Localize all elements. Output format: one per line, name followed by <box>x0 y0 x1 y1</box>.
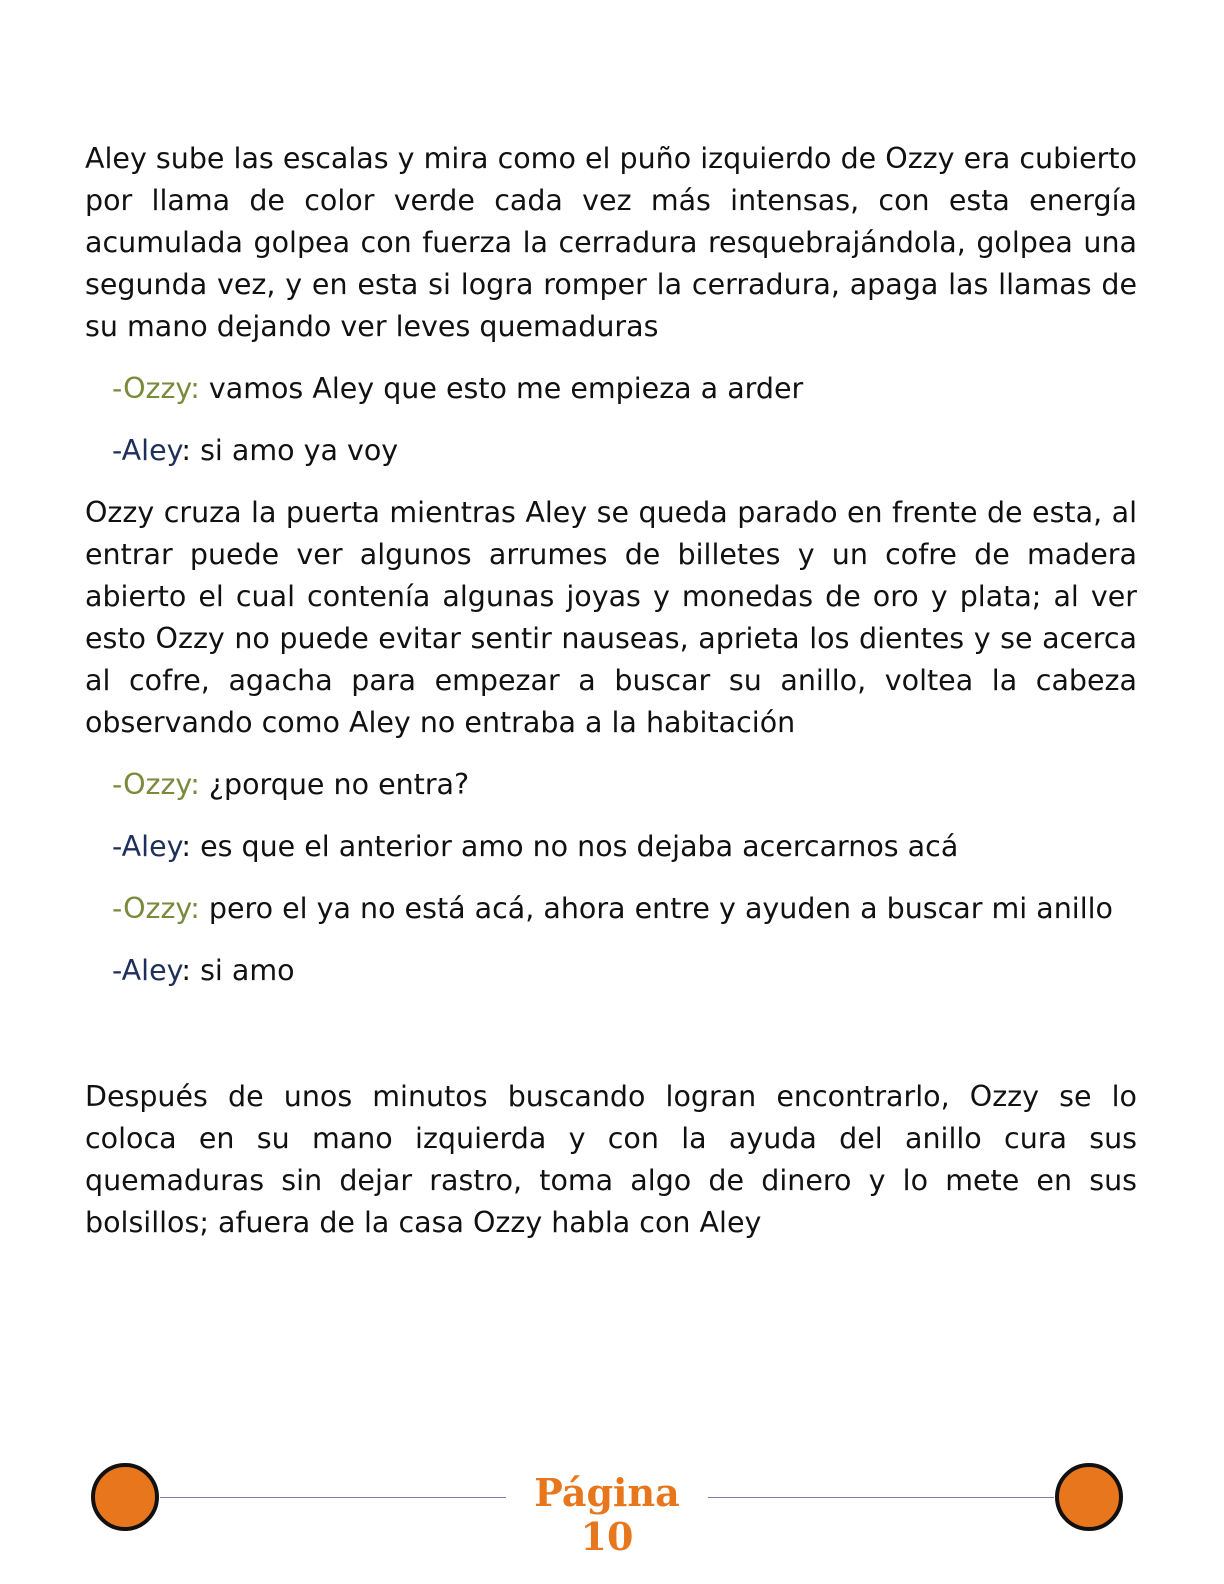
dialogue-text: : si amo ya voy <box>181 434 399 467</box>
dialogue-line <box>85 888 1137 930</box>
footer-divider <box>160 1497 506 1498</box>
narrative-paragraph: Ozzy cruza la puerta mientras Aley se queda parado en frente de esta, al entrar puede ver algunos arrumes de billetes y un cofre de madera abierto el cual contenía algunas joyas y monedas de oro y plata; al ver esto Ozzy no puede evitar sentir nauseas, aprieta los dientes y se acerca al cofre, agacha para empezar a buscar su anillo, voltea la cabeza observando como Aley no entraba a la habitación <box>85 496 1137 739</box>
speaker-aley: -Aley <box>112 954 182 987</box>
page-body <box>85 138 1137 1244</box>
narrative-paragraph: Aley sube las escalas y mira como el puño izquierdo de Ozzy era cubierto por llama de color verde cada vez más intensas, con esta energía acumulada golpea con fuerza la cerradura resquebrajándola, golpea una segunda vez, y en esta si logra romper la cerradura, apaga las llamas de su mano dejando ver leves quemaduras <box>85 142 1137 343</box>
speaker-ozzy: -Ozzy: <box>112 892 200 925</box>
dialogue-text: pero el ya no está acá, ahora entre y ayuden a buscar mi anillo <box>199 892 1113 925</box>
footer-divider <box>708 1497 1054 1498</box>
speaker-ozzy: -Ozzy: <box>112 372 200 405</box>
speaker-ozzy: -Ozzy: <box>112 768 200 801</box>
speaker-aley: -Aley <box>112 434 182 467</box>
narrative-paragraph: Después de unos minutos buscando logran encontrarlo, Ozzy se lo coloca en su mano izquierda y con la ayuda del anillo cura sus quemaduras sin dejar rastro, toma algo de dinero y lo mete en sus bolsillos; afuera de la casa Ozzy habla con Aley <box>85 1080 1137 1239</box>
page-number <box>507 1471 707 1559</box>
page-label: Página <box>534 1470 680 1515</box>
dialogue-line <box>85 950 1137 992</box>
dialogue-line <box>85 764 1137 806</box>
dialogue-line <box>85 368 1137 410</box>
dialogue-text: ¿porque no entra? <box>199 768 470 801</box>
orange-circle-icon <box>91 1463 159 1531</box>
dialogue-line <box>85 826 1137 868</box>
page-number-value: 10 <box>580 1514 634 1559</box>
dialogue-text: vamos Aley que esto me empieza a arder <box>199 372 804 405</box>
orange-circle-icon <box>1055 1463 1123 1531</box>
dialogue-text: : si amo <box>181 954 295 987</box>
dialogue-line <box>85 430 1137 472</box>
speaker-aley: -Aley <box>112 830 182 863</box>
page-footer <box>0 1460 1224 1584</box>
dialogue-text: : es que el anterior amo no nos dejaba acercarnos acá <box>181 830 959 863</box>
